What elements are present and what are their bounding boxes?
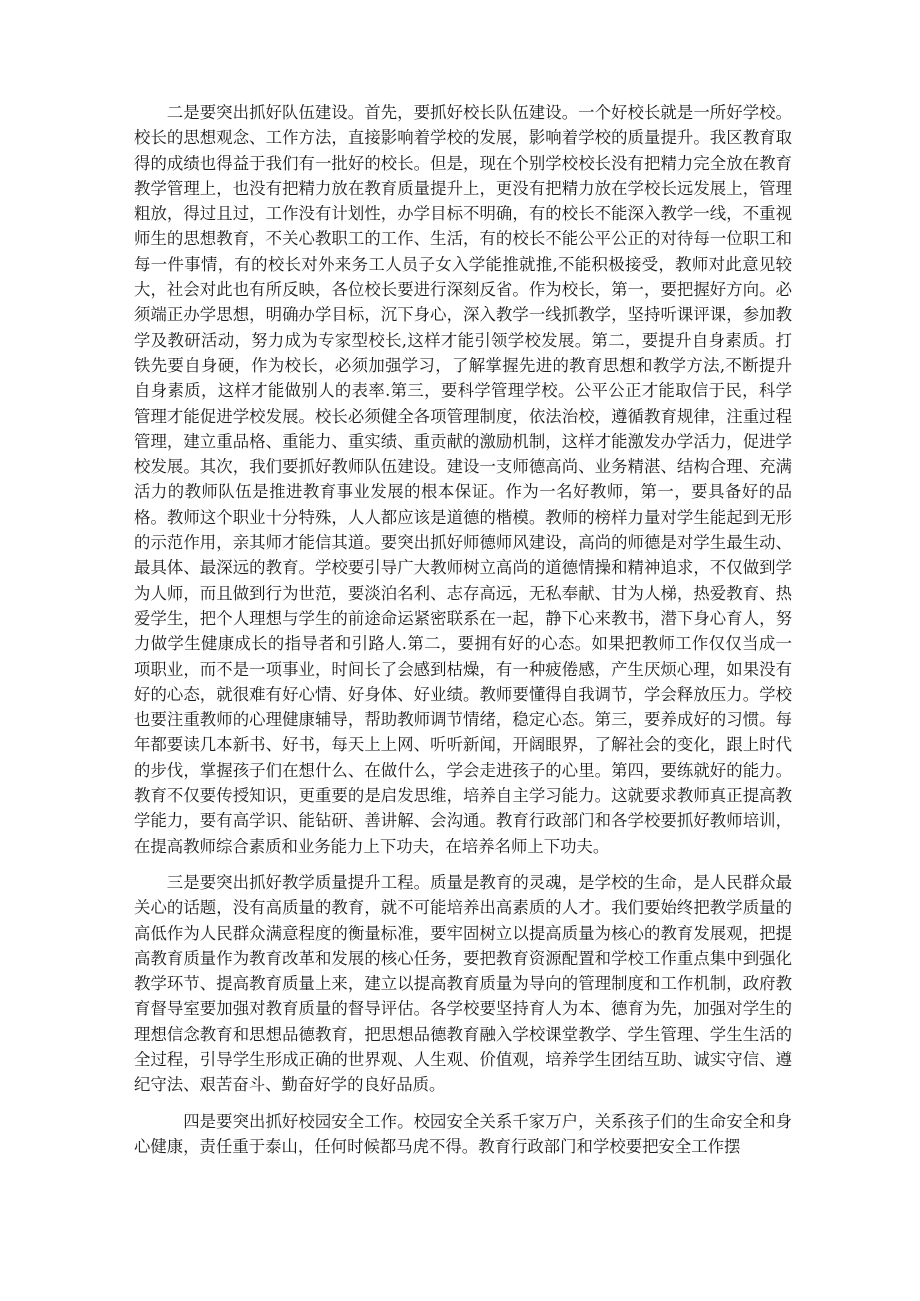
document-page xyxy=(134,100,792,1159)
paragraph-team-building: 二是要突出抓好队伍建设。首先，要抓好校长队伍建设。一个好校长就是一所好学校。校长的思想观念、工作方法，直接影响着学校的发展，影响着学校的质量提升。我区教育取得的成绩也得益于我们有一批好的校长。但是，现在个别学校校长没有把精力完全放在教育教学管理上，也没有把精力放在教育质量提升上，更没有把精力放在学校长远发展上，管理粗放，得过且过，工作没有计划性，办学目标不明确，有的校长不能深入教学一线，不重视师生的思想教育，不关心教职工的工作、生活，有的校长不能公平公正的对待每一位职工和每一件事情，有的校长对外来务工人员子女入学能推就推,不能积极接受，教师对此意见较大，社会对此也有所反映，各位校长要进行深刻反省。作为校长，第一，要把握好方向。必须端正办学思想，明确办学目标，沉下身心，深入教学一线抓教学，坚持听课评课，参加教学及教研活动，努力成为专家型校长,这样才能引领学校发展。第二，要提升自身素质。打铁先要自身硬，作为校长，必须加强学习，了解掌握先进的教育思想和教学方法,不断提升自身素质，这样才能做别人的表率.第三，要科学管理学校。公平公正才能取信于民，科学管理才能促进学校发展。校长必须健全各项管理制度，依法治校，遵循教育规律，注重过程管理，建立重品格、重能力、重实绩、重贡献的激励机制，这样才能激发办学活力，促进学校发展。其次，我们要抓好教师队伍建设。建设一支师德高尚、业务精湛、结构合理、充满活力的教师队伍是推进教育事业发展的根本保证。作为一名好教师，第一，要具备好的品格。教师这个职业十分特殊，人人都应该是道德的楷模。教师的榜样力量对学生能起到无形的示范作用，亲其师才能信其道。要突出抓好师德师风建设，高尚的师德是对学生最生动、最具体、最深远的教育。学校要引导广大教师树立高尚的道德情操和精神追求，不仅做到学为人师，而且做到行为世范，要淡泊名利、志存高远，无私奉献、甘为人梯，热爱教育、热爱学生，把个人理想与学生的前途命运紧密联系在一起，静下心来教书，潜下身心育人，努力做学生健康成长的指导者和引路人.第二，要拥有好的心态。如果把教师工作仅仅当成一项职业，而不是一项事业，时间长了会感到枯燥，有一种疲倦感，产生厌烦心理，如果没有好的心态，就很难有好心情、好身体、好业绩。教师要懂得自我调节，学会释放压力。学校也要注重教师的心理健康辅导，帮助教师调节情绪，稳定心态。第三，要养成好的习惯。每年都要读几本新书、好书，每天上上网、听听新闻，开阔眼界，了解社会的变化，跟上时代的步伐，掌握孩子们在想什么、在做什么，学会走进孩子的心里。第四，要练就好的能力。教育不仅要传授知识，更重要的是启发思维，培养自主学习能力。这就要求教师真正提高教学能力，要有高学识、能钻研、善讲解、会沟通。教育行政部门和各学校要抓好教师培训，在提高教师综合素质和业务能力上下功夫，在培养名师上下功夫。 xyxy=(134,103,792,856)
paragraph-campus-safety: 四是要突出抓好校园安全工作。校园安全关系千家万户，关系孩子们的生命安全和身心健康，责任重于泰山，任何时候都马虎不得。教育行政部门和学校要把安全工作摆 xyxy=(134,1111,792,1156)
paragraph-teaching-quality: 三是要突出抓好教学质量提升工程。质量是教育的灵魂，是学校的生命，是人民群众最关心的话题，没有高质量的教育，就不可能培养出高素质的人才。我们要始终把教学质量的高低作为人民群众满意程度的衡量标准，要牢固树立以提高质量为核心的教育发展观，把提高教育质量作为教育改革和发展的核心任务，要把教育资源配置和学校工作重点集中到强化教学环节、提高教育质量上来，建立以提高教育质量为导向的管理制度和工作机制，政府教育督导室要加强对教育质量的督导评估。各学校要坚持育人为本、德育为先，加强对学生的理想信念教育和思想品德教育，把思想品德教育融入学校课堂教学、学生管理、学生生活的全过程，引导学生形成正确的世界观、人生观、价值观，培养学生团结互助、诚实守信、遵纪守法、艰苦奋斗、勤奋好学的良好品质。 xyxy=(134,872,792,1095)
